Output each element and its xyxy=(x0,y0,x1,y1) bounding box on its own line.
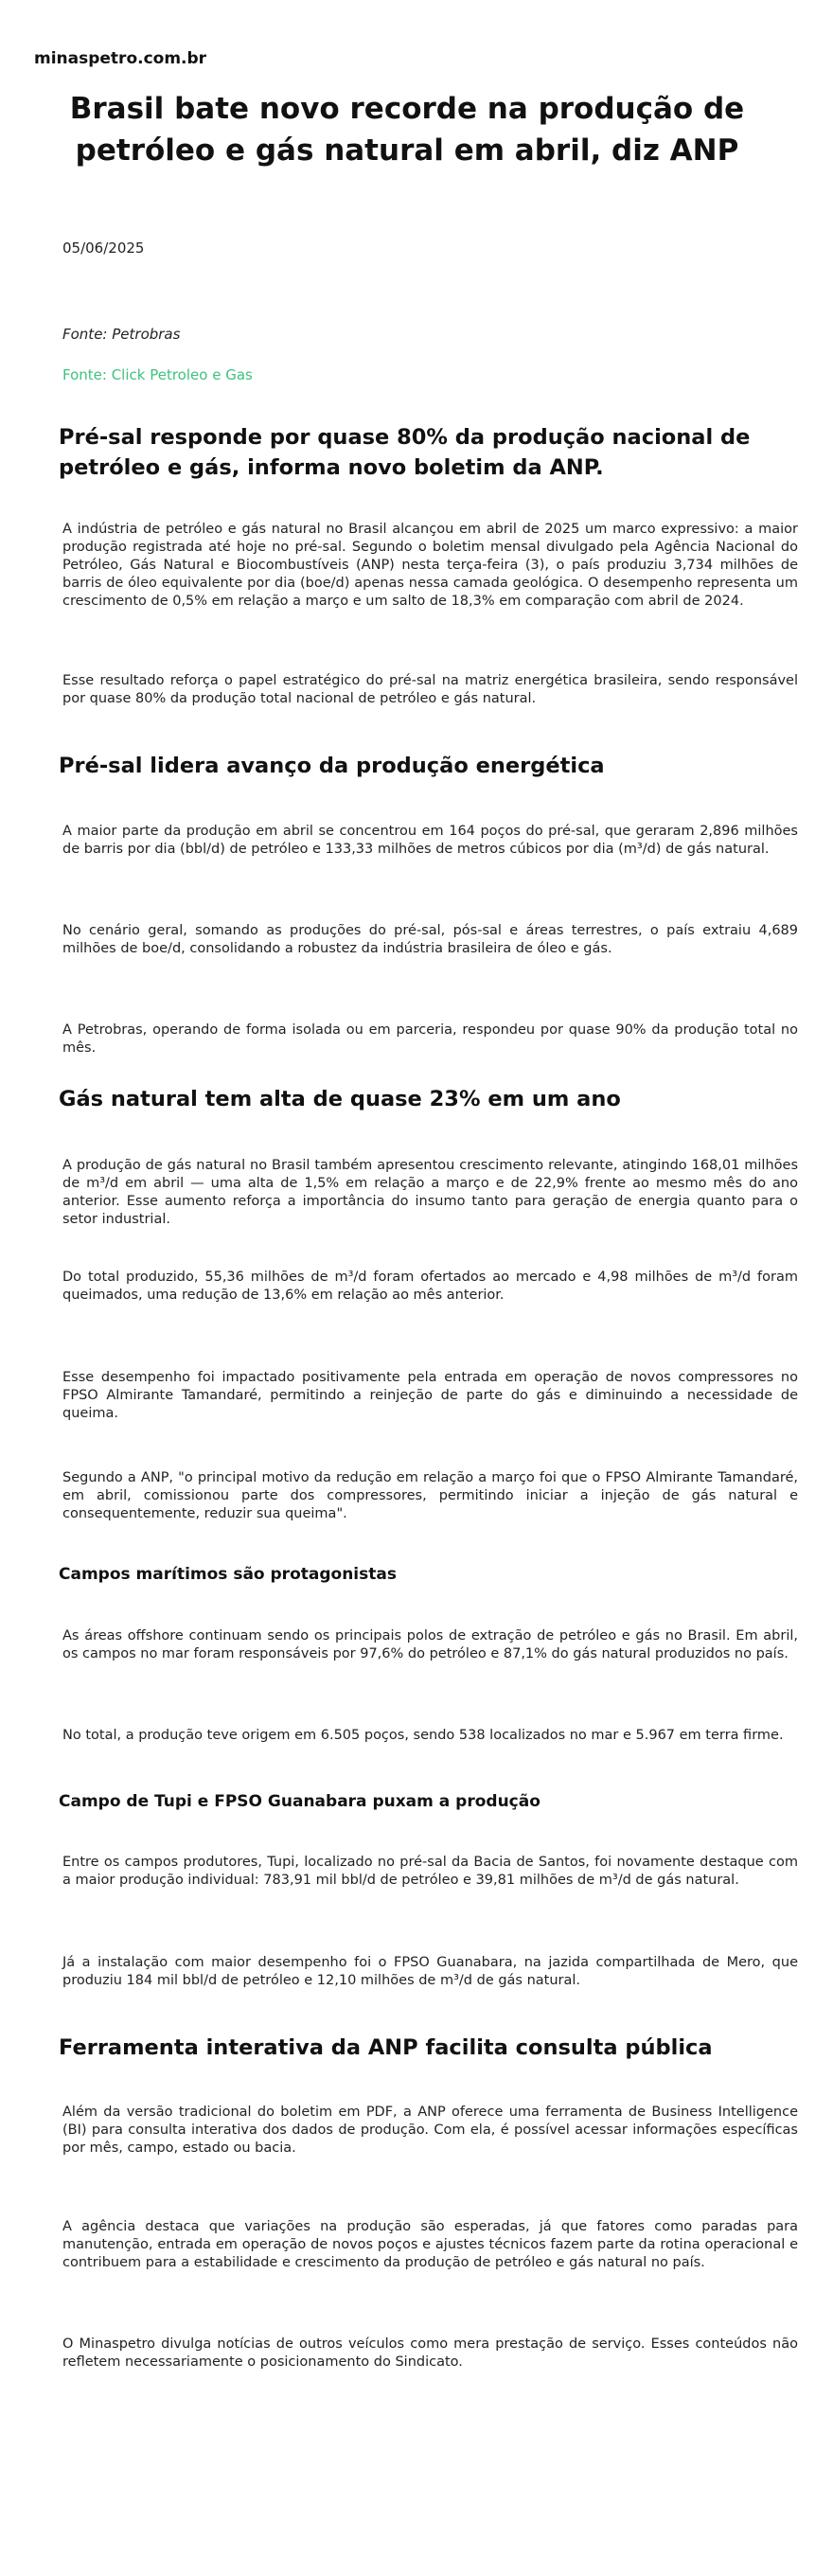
paragraph: A maior parte da produção em abril se concentrou em 164 poços do pré-sal, que geraram 2,896 milhões de barris por dia (bbl/d) de petróleo e 133,33 milhões de metros cúbicos por dia (m³/d) de gás natural. xyxy=(62,824,798,857)
site-name[interactable]: minaspetro.com.br xyxy=(34,49,207,68)
section-heading-pre-sal: Pré-sal responde por quase 80% da produção nacional de petróleo e gás, informa novo boletim da ANP. xyxy=(59,425,751,480)
article-date: 05/06/2025 xyxy=(62,240,145,257)
paragraph: No cenário geral, somando as produções do pré-sal, pós-sal e áreas terrestres, o país extraiu 4,689 milhões de boe/d, consolidando a robustez da indústria brasileira de óleo e gás. xyxy=(62,923,798,956)
section-heading-campos-maritimos: Campos marítimos são protagonistas xyxy=(59,1565,397,1584)
paragraph: Já a instalação com maior desempenho foi o FPSO Guanabara, na jazida compartilhada de Mero, que produziu 184 mil bbl/d de petróleo e 12,10 milhões de m³/d de gás natural. xyxy=(62,1955,798,1988)
paragraph: No total, a produção teve origem em 6.505 poços, sendo 538 localizados no mar e 5.967 em terra firme. xyxy=(62,1728,784,1743)
paragraph: Além da versão tradicional do boletim em PDF, a ANP oferece uma ferramenta de Business Intelligence (BI) para consulta interativa dos dados de produção. Com ela, é possível acessar informações específicas por mês, campo, estado ou bacia. xyxy=(62,2105,798,2156)
source-link[interactable]: Fonte: Click Petroleo e Gas xyxy=(62,366,253,383)
paragraph: Entre os campos produtores, Tupi, localizado no pré-sal da Bacia de Santos, foi novamente destaque com a maior produção individual: 783,91 mil bbl/d de petróleo e 39,81 milhões de m³/d de gás natural. xyxy=(62,1855,798,1888)
article-source: Fonte: Petrobras xyxy=(62,326,181,343)
paragraph: Esse resultado reforça o papel estratégico do pré-sal na matriz energética brasileira, sendo responsável por quase 80% da produção total nacional de petróleo e gás natural. xyxy=(62,673,798,706)
paragraph: Segundo a ANP, "o principal motivo da redução em relação a março foi que o FPSO Almirante Tamandaré, em abril, comissionou parte dos compressores, permitindo iniciar a injeção de gás natural e consequentemente, reduzir sua queima". xyxy=(62,1470,798,1521)
section-heading-ferramenta: Ferramenta interativa da ANP facilita consulta pública xyxy=(59,2035,713,2060)
section-heading-gas-natural: Gás natural tem alta de quase 23% em um ano xyxy=(59,1087,621,1111)
paragraph: Esse desempenho foi impactado positivamente pela entrada em operação de novos compressores no FPSO Almirante Tamandaré, permitindo a reinjeção de parte do gás e diminuindo a necessidade de queima. xyxy=(62,1370,798,1421)
paragraph: A agência destaca que variações na produção são esperadas, já que fatores como paradas para manutenção, entrada em operação de novos poços e ajustes técnicos fazem parte da rotina operacional e contribuem para a estabilidade e crescimento da produção de petróleo e gás natural no país. xyxy=(62,2219,798,2270)
disclaimer: O Minaspetro divulga notícias de outros veículos como mera prestação de serviço. Esses conteúdos não refletem necessariamente o posicionamento do Sindicato. xyxy=(62,2336,798,2370)
paragraph: A indústria de petróleo e gás natural no Brasil alcançou em abril de 2025 um marco expressivo: a maior produção registrada até hoje no pré-sal. Segundo o boletim mensal divulgado pela Agência Nacional do Petróleo, Gás Natural e Biocombustíveis (ANP) nesta terça-feira (3), o país produziu 3,734 milhões de barris de óleo equivalente por dia (boe/d) apenas nessa camada geológica. O desempenho representa um crescimento de 0,5% em relação a março e um salto de 18,3% em comparação com abril de 2024. xyxy=(62,522,798,609)
paragraph: A produção de gás natural no Brasil também apresentou crescimento relevante, atingindo 168,01 milhões de m³/d em abril — uma alta de 1,5% em relação a março e de 22,9% frente ao mesmo mês do ano anterior. Esse aumento reforça a importância do insumo tanto para geração de energia quanto para o setor industrial. xyxy=(62,1158,798,1227)
paragraph: As áreas offshore continuam sendo os principais polos de extração de petróleo e gás no Brasil. Em abril, os campos no mar foram responsáveis por 97,6% do petróleo e 87,1% do gás natural produzidos no país. xyxy=(62,1628,798,1661)
paragraph: Do total produzido, 55,36 milhões de m³/d foram ofertados ao mercado e 4,98 milhões de m³/d foram queimados, uma redução de 13,6% em relação ao mês anterior. xyxy=(62,1270,798,1303)
paragraph: A Petrobras, operando de forma isolada ou em parceria, respondeu por quase 90% da produção total no mês. xyxy=(62,1022,798,1056)
section-heading-tupi: Campo de Tupi e FPSO Guanabara puxam a produção xyxy=(59,1792,541,1811)
section-heading-producao: Pré-sal lidera avanço da produção energética xyxy=(59,754,605,778)
article-title: Brasil bate novo recorde na produção de petróleo e gás natural em abril, diz ANP xyxy=(69,92,745,168)
